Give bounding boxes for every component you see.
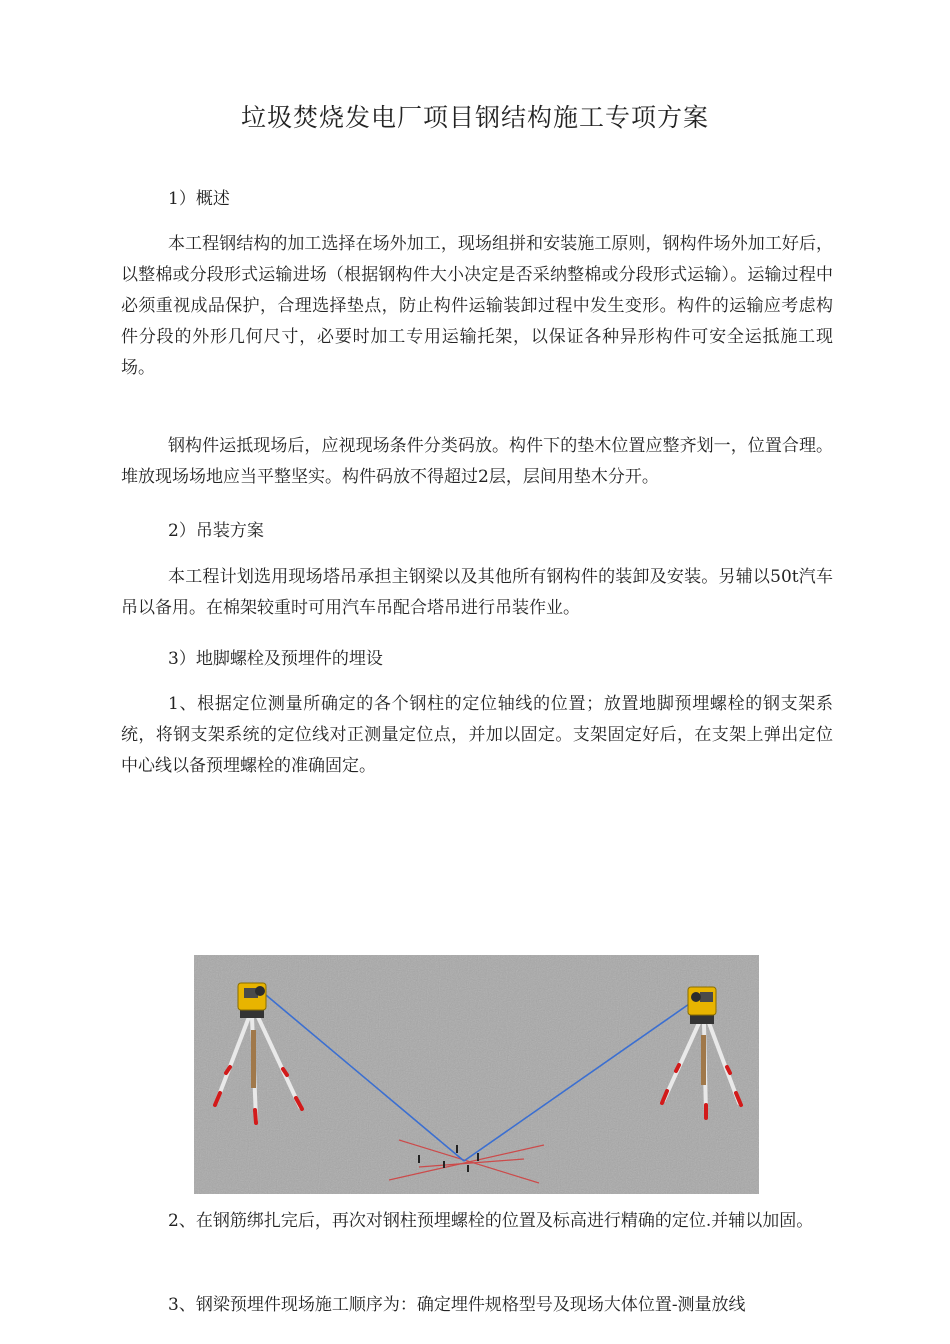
- survey-illustration: [194, 955, 759, 1194]
- paragraph: 3、钢梁预埋件现场施工顺序为：确定埋件规格型号及现场大体位置-测量放线: [168, 1295, 746, 1315]
- section-heading-overview: 1）概述: [168, 189, 230, 209]
- paragraph: 本工程计划选用现场塔吊承担主钢梁以及其他所有钢构件的装卸及安装。另辅以50t汽车吊以备用。在棉架较重时可用汽车吊配合塔吊进行吊装作业。: [121, 567, 833, 618]
- document-title: 垃圾焚烧发电厂项目钢结构施工专项方案: [240, 103, 709, 132]
- section-heading-anchor-bolts: 3）地脚螺栓及预埋件的埋设: [168, 649, 383, 669]
- paragraph: 2、在钢筋绑扎完后，再次对钢柱预埋螺栓的位置及标高进行精确的定位.并辅以加固。: [168, 1211, 814, 1231]
- paragraph: 1、根据定位测量所确定的各个钢柱的定位轴线的位置；放置地脚预埋螺栓的钢支架系统，将钢支架系统的定位线对正测量定位点，并加以固定。支架固定好后，在支架上弹出定位中心线以备预埋螺栓的准确固定。: [121, 694, 833, 776]
- paragraph: 本工程钢结构的加工选择在场外加工，现场组拼和安装施工原则，钢构件场外加工好后，以整棉或分段形式运输进场（根据钢构件大小决定是否采纳整棉或分段形式运输）。运输过程中必须重视成品保护，合理选择垫点，防止构件运输装卸过程中发生变形。构件的运输应考虑构件分段的外形几何尺寸，必要时加工专用运输托架，以保证各种异形构件可安全运抵施工现场。: [121, 234, 833, 378]
- paragraph: 钢构件运抵现场后，应视现场条件分类码放。构件下的垫木位置应整齐划一，位置合理。堆放现场场地应当平整坚实。构件码放不得超过2层，层间用垫木分开。: [121, 436, 833, 487]
- survey-figure: [194, 955, 759, 1194]
- section-heading-lifting: 2）吊装方案: [168, 521, 264, 541]
